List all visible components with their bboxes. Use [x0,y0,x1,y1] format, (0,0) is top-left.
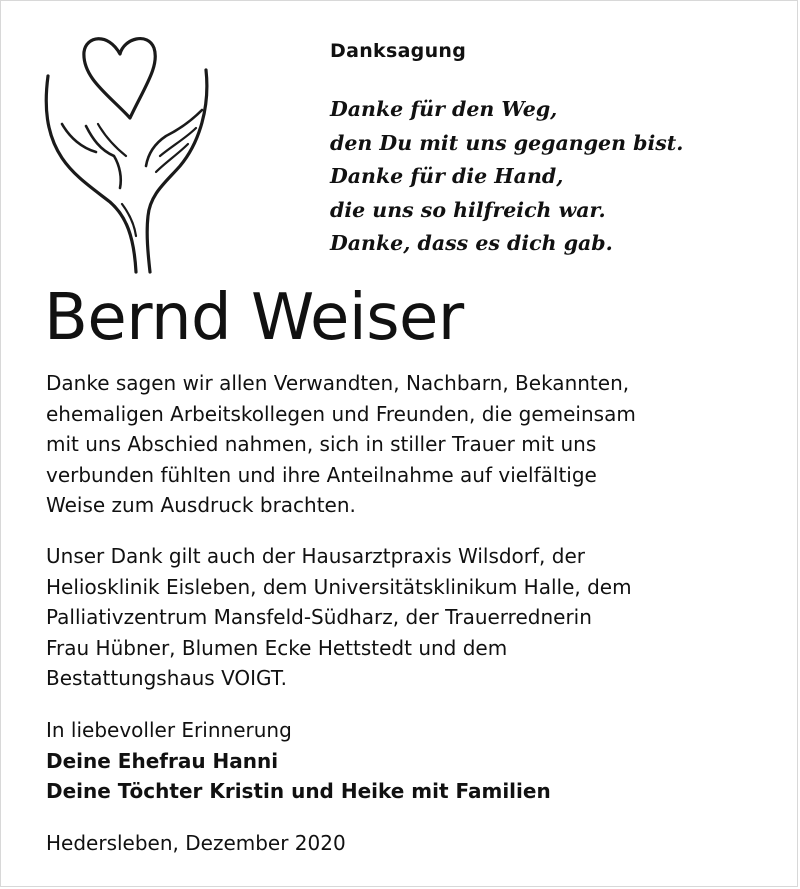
text-line: Bestattungshaus VOIGT. [46,666,288,690]
poem [330,93,683,261]
text-line: mit uns Abschied nahmen, sich in stiller Trauer mit uns [46,432,597,456]
deceased-name: Bernd Weiser [44,281,464,355]
notice-heading: Danksagung [330,40,467,62]
text-line: verbunden fühlten und ihre Anteilnahme auf vielfältige [46,462,597,487]
text-line: Frau Hübner, Blumen Ecke Hettstedt und dem [46,635,508,660]
signature-block [46,715,776,807]
poem-line: die uns so hilfreich war. [330,197,606,222]
poem-line: Danke für die Hand, [330,164,564,188]
text-line: Heliosklinik Eisleben, dem Universitätsklinikum Halle, dem [46,574,632,599]
poem-line: Danke, dass es dich gab. [330,231,613,255]
signature-spouse: Deine Ehefrau Hanni [46,748,279,773]
text-line: Unser Dank gilt auch der Hausarztpraxis Wilsdorf, der [46,544,585,568]
acknowledgement-paragraph [46,541,776,694]
poem-line: den Du mit uns gegangen bist. [330,130,684,155]
text-line: Weise zum Ausdruck brachten. [46,493,356,517]
place-date: Hedersleben, Dezember 2020 [46,831,346,855]
thanks-paragraph [46,368,776,521]
signature-intro: In liebevoller Erinnerung [46,718,292,742]
signature-children: Deine Töchter Kristin und Heike mit Familien [46,779,551,803]
text-line: ehemaligen Arbeitskollegen und Freunden, die gemeinsam [46,401,636,426]
poem-line: Danke für den Weg, [330,97,558,121]
text-line: Danke sagen wir allen Verwandten, Nachbarn, Bekannten, [46,371,630,395]
heart-in-hands-icon [40,26,210,276]
text-line: Palliativzentrum Mansfeld-Südharz, der Trauerrednerin [46,605,592,629]
